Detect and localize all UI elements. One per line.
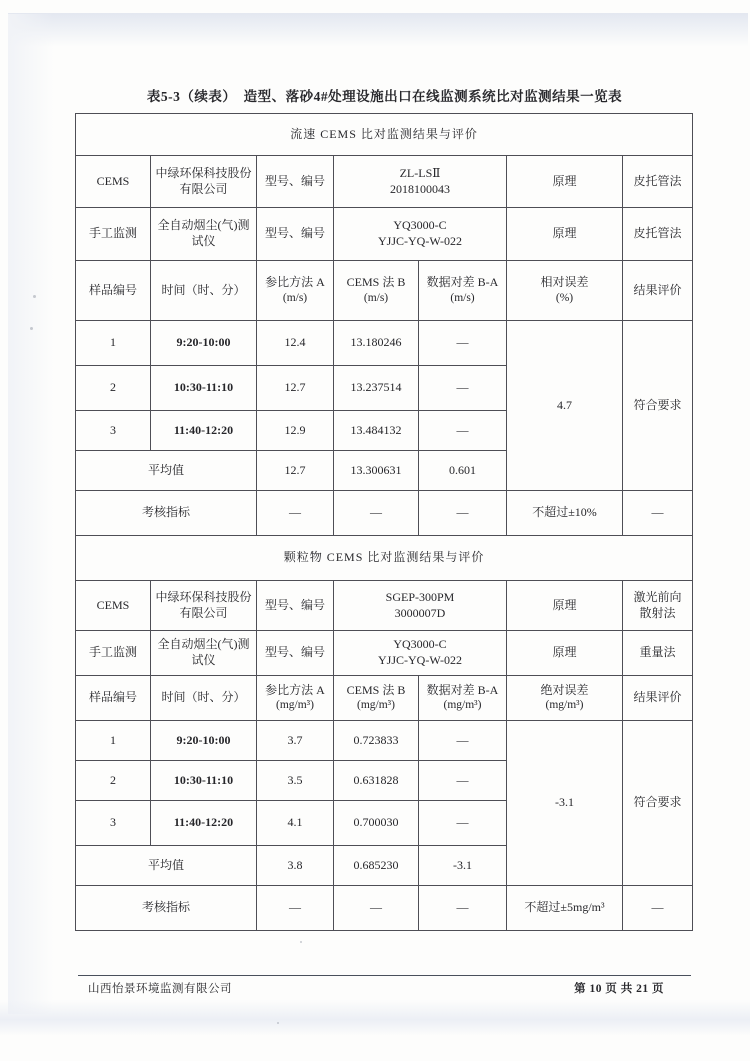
pair-diff-cell: —: [419, 491, 507, 536]
scan-speck: [300, 941, 302, 943]
table-row: [76, 321, 693, 366]
error-limit-cell: 不超过±10%: [507, 491, 623, 536]
document-content: [75, 86, 694, 931]
principle-value-cell: [623, 581, 693, 631]
assessment-row: [76, 491, 693, 536]
sample-no-header-cell: 样品编号: [76, 261, 151, 321]
table-section-row: [76, 114, 693, 156]
ref-a-cell: —: [257, 886, 334, 931]
header-line1: 数据对差 B-A: [426, 682, 499, 697]
equip-device-cell: 中绿环保科技股份有限公司: [151, 581, 257, 631]
header-line1: CEMS 法 B: [346, 275, 406, 289]
cems-b-cell: 13.484132: [334, 411, 419, 451]
section-title: 颗粒物 CEMS 比对监测结果与评价: [76, 536, 693, 581]
cems-b-cell: 13.180246: [334, 321, 419, 366]
absolute-error-cell: -3.1: [507, 721, 623, 886]
table-row: [76, 721, 693, 761]
model-value-cell: [334, 581, 507, 631]
header-line1: 绝对误差: [540, 682, 589, 697]
pair-diff-cell: —: [419, 721, 507, 761]
principle-value-cell: 皮托管法: [623, 156, 693, 208]
model-line1: SGEP-300PM: [385, 589, 455, 604]
cems-b-cell: —: [334, 886, 419, 931]
time-header-cell: 时间（时、分）: [151, 261, 257, 321]
pair-diff-cell: -3.1: [419, 846, 507, 886]
table-section-row: [76, 536, 693, 581]
column-header-row: [76, 261, 693, 321]
time-cell: 11:40-12:20: [151, 801, 257, 846]
time-cell: 10:30-11:10: [151, 366, 257, 411]
model-line1: YQ3000-C: [393, 218, 447, 233]
result-cell: 符合要求: [623, 321, 693, 491]
scan-bottom-shade: [0, 1000, 750, 1036]
cems-method-header-cell: [334, 261, 419, 321]
pair-diff-cell: —: [419, 366, 507, 411]
result-cell: —: [623, 886, 693, 931]
page-title: 表5-3（续表） 造型、落砂4#处理设施出口在线监测系统比对监测结果一览表: [146, 89, 623, 104]
model-value-cell: [334, 156, 507, 208]
model-label-cell: 型号、编号: [257, 208, 334, 261]
header-line1: 参比方法 A: [265, 682, 325, 697]
pair-diff-header-cell: [419, 261, 507, 321]
average-label-cell: 平均值: [76, 451, 257, 491]
equip-device-cell: 全自动烟尘(气)测试仪: [151, 631, 257, 676]
equip-device-cell: 全自动烟尘(气)测试仪: [151, 208, 257, 261]
assessment-row: [76, 886, 693, 931]
header-unit: (mg/m³): [276, 699, 314, 712]
header-unit: (mg/m³): [443, 699, 482, 712]
time-cell: 9:20-10:00: [151, 721, 257, 761]
pair-diff-header-cell: [419, 676, 507, 721]
pair-diff-cell: —: [419, 761, 507, 801]
pair-diff-cell: —: [419, 321, 507, 366]
result-cell: 符合要求: [623, 721, 693, 886]
result-header-cell: 结果评价: [623, 676, 693, 721]
equipment-row-cems: [76, 156, 693, 208]
model-line1: YQ3000-C: [393, 637, 447, 652]
sample-no-cell: 3: [76, 801, 151, 846]
ref-a-cell: 3.7: [257, 721, 334, 761]
model-line2: YJJC-YQ-W-022: [378, 653, 462, 667]
particulate-cems-table: [75, 535, 693, 931]
pair-diff-cell: —: [419, 411, 507, 451]
header-line1: 数据对差 B-A: [426, 275, 499, 289]
cems-b-cell: 0.700030: [334, 801, 419, 846]
sample-no-cell: 1: [76, 721, 151, 761]
model-label-cell: 型号、编号: [257, 156, 334, 208]
header-unit: (%): [555, 291, 574, 304]
pair-diff-cell: 0.601: [419, 451, 507, 491]
relative-error-cell: 4.7: [507, 321, 623, 491]
equip-category-cell: 手工监测: [76, 631, 151, 676]
ref-a-cell: 12.7: [257, 366, 334, 411]
error-header-cell: [507, 676, 623, 721]
model-line2: 2018100043: [390, 181, 450, 196]
section-title: 流速 CEMS 比对监测结果与评价: [76, 114, 693, 156]
cems-b-cell: 13.300631: [334, 451, 419, 491]
assessment-label-cell: 考核指标: [76, 886, 257, 931]
ref-a-cell: 12.9: [257, 411, 334, 451]
header-unit: (m/s): [363, 291, 389, 304]
sample-no-cell: 3: [76, 411, 151, 451]
equipment-row-cems: [76, 581, 693, 631]
sample-no-header-cell: 样品编号: [76, 676, 151, 721]
column-header-row: [76, 676, 693, 721]
model-label-cell: 型号、编号: [257, 581, 334, 631]
sample-no-cell: 2: [76, 366, 151, 411]
header-line1: 相对误差: [540, 275, 589, 289]
pair-diff-cell: —: [419, 886, 507, 931]
principle-label-cell: 原理: [507, 631, 623, 676]
cems-method-header-cell: [334, 676, 419, 721]
time-cell: 9:20-10:00: [151, 321, 257, 366]
scan-left-shade: [8, 14, 54, 1014]
cems-b-cell: —: [334, 491, 419, 536]
sample-no-cell: 2: [76, 761, 151, 801]
model-value-cell: [334, 208, 507, 261]
time-header-cell: 时间（时、分）: [151, 676, 257, 721]
header-unit: (m/s): [282, 291, 308, 304]
equip-device-cell: 中绿环保科技股份有限公司: [151, 156, 257, 208]
time-cell: 10:30-11:10: [151, 761, 257, 801]
ref-method-header-cell: [257, 676, 334, 721]
principle-line1: 激光前向: [633, 589, 682, 604]
principle-value-cell: 重量法: [623, 631, 693, 676]
cems-b-cell: 13.237514: [334, 366, 419, 411]
result-header-cell: 结果评价: [623, 261, 693, 321]
page-footer: [78, 975, 691, 996]
ref-method-header-cell: [257, 261, 334, 321]
model-line2: YJJC-YQ-W-022: [378, 234, 462, 248]
model-value-cell: [334, 631, 507, 676]
assessment-label-cell: 考核指标: [76, 491, 257, 536]
ref-a-cell: —: [257, 491, 334, 536]
ref-a-cell: 12.4: [257, 321, 334, 366]
error-header-cell: [507, 261, 623, 321]
footer-company: 山西怡景环境监测有限公司: [88, 983, 232, 995]
model-line2: 3000007D: [394, 605, 446, 620]
sample-no-cell: 1: [76, 321, 151, 366]
ref-a-cell: 12.7: [257, 451, 334, 491]
principle-label-cell: 原理: [507, 581, 623, 631]
equip-category-cell: CEMS: [76, 156, 151, 208]
header-line1: 参比方法 A: [265, 275, 325, 289]
time-cell: 11:40-12:20: [151, 411, 257, 451]
header-unit: (m/s): [450, 291, 475, 304]
principle-label-cell: 原理: [507, 156, 623, 208]
cems-b-cell: 0.685230: [334, 846, 419, 886]
equip-category-cell: 手工监测: [76, 208, 151, 261]
header-line1: CEMS 法 B: [346, 682, 406, 697]
result-cell: —: [623, 491, 693, 536]
ref-a-cell: 4.1: [257, 801, 334, 846]
velocity-cems-table: [75, 113, 693, 536]
ref-a-cell: 3.8: [257, 846, 334, 886]
model-line1: ZL-LSⅡ: [399, 165, 441, 180]
header-unit: (mg/m³): [545, 699, 584, 712]
equipment-row-manual: [76, 631, 693, 676]
principle-value-cell: 皮托管法: [623, 208, 693, 261]
cems-b-cell: 0.723833: [334, 721, 419, 761]
error-limit-cell: 不超过±5mg/m³: [507, 886, 623, 931]
principle-label-cell: 原理: [507, 208, 623, 261]
equip-category-cell: CEMS: [76, 581, 151, 631]
ref-a-cell: 3.5: [257, 761, 334, 801]
header-unit: (mg/m³): [357, 699, 395, 712]
cems-b-cell: 0.631828: [334, 761, 419, 801]
model-label-cell: 型号、编号: [257, 631, 334, 676]
scan-speck: [30, 327, 33, 330]
scan-speck: [277, 1022, 279, 1024]
principle-line2: 散射法: [639, 605, 676, 620]
equipment-row-manual: [76, 208, 693, 261]
average-label-cell: 平均值: [76, 846, 257, 886]
scan-speck: [33, 295, 36, 298]
scan-top-shade: [8, 13, 748, 47]
pair-diff-cell: —: [419, 801, 507, 846]
footer-page-number: 第 10 页 共 21 页: [574, 983, 664, 995]
